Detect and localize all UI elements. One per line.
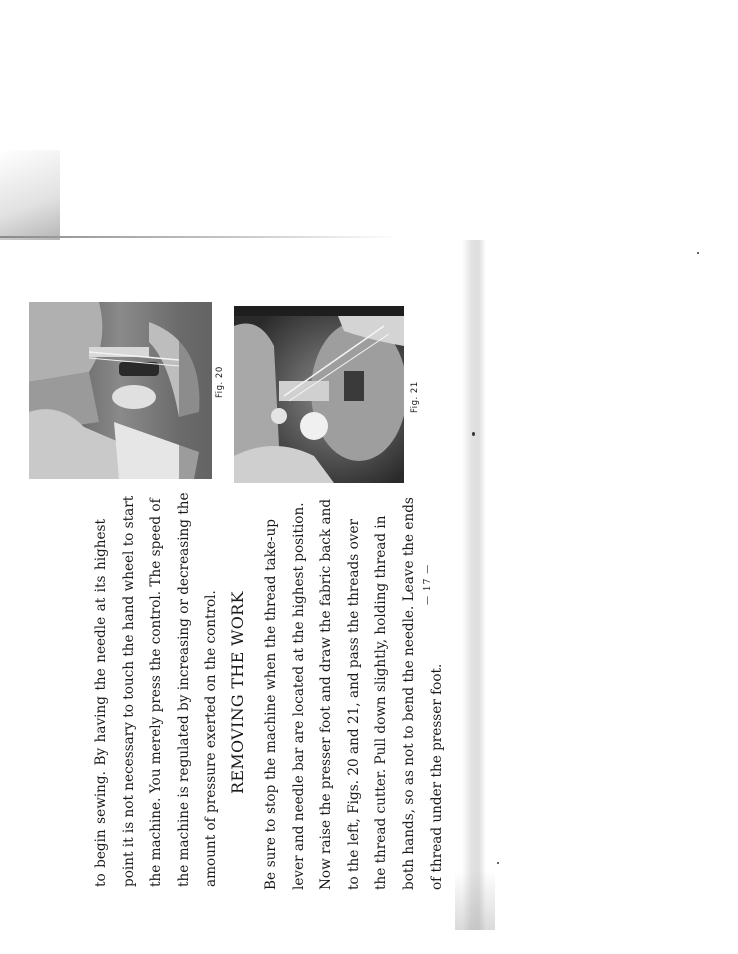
- scan-speck: [472, 432, 475, 436]
- figure-20-caption: Fig. 20: [215, 366, 225, 398]
- figure-20-photo: [29, 302, 212, 479]
- scan-speck: [497, 862, 499, 864]
- section-heading: REMOVING THE WORK: [228, 591, 247, 794]
- text-line: both hands, so as not to bend the needle. Leave the ends: [400, 497, 417, 890]
- scan-speck: [697, 252, 699, 254]
- text-line: point it is not necessary to touch the hand wheel to start: [120, 495, 137, 887]
- text-line: of thread under the presser foot.: [428, 663, 445, 890]
- text-line: lever and needle bar are located at the highest position.: [290, 502, 307, 890]
- scan-shadow-bottom: [455, 870, 495, 930]
- text-line: the machine. You merely press the control. The speed of: [148, 498, 165, 887]
- page-edge-line: [0, 236, 400, 238]
- page-number: — 17 —: [423, 563, 433, 605]
- text-line: the machine is regulated by increasing or decreasing the: [175, 492, 192, 887]
- page-number-value: 17: [423, 577, 433, 592]
- text-line: the thread cutter. Pull down slightly, holding thread in: [373, 515, 390, 890]
- scan-shadow: [0, 150, 60, 240]
- text-line: Now raise the presser foot and draw the fabric back and: [318, 498, 335, 890]
- text-line: amount of pressure exerted on the control.: [203, 590, 220, 887]
- text-line: Be sure to stop the machine when the thread take-up: [263, 519, 279, 890]
- text-line: to begin sewing. By having the needle at its highest: [93, 519, 109, 887]
- binding-edge-shadow: [462, 240, 486, 930]
- figure-21-caption: Fig. 21: [410, 381, 420, 413]
- figure-21-photo: [234, 306, 404, 483]
- paragraph-intro: [88, 492, 226, 887]
- text-line: to the left, Figs. 20 and 21, and pass the threads over: [345, 519, 362, 890]
